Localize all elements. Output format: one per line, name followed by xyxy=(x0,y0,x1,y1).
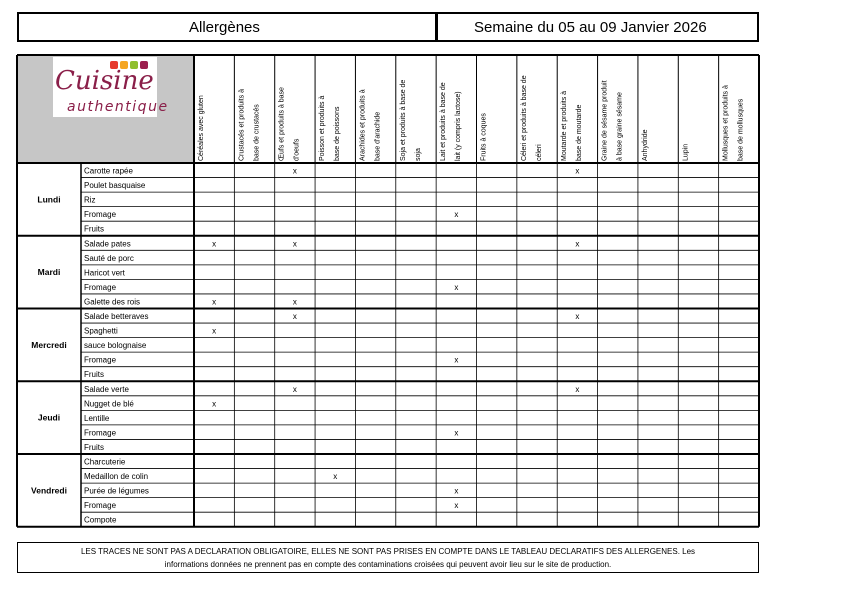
allergen-mark: x xyxy=(212,239,217,249)
allergen-header-5: Arachides et produits à xyxy=(359,89,367,161)
dish-name: Carotte rapée xyxy=(84,166,133,176)
dish-name: Galette des rois xyxy=(84,297,141,307)
allergen-mark: x xyxy=(292,312,297,321)
dish-name: Fromage xyxy=(84,428,117,438)
dish-name: Nugget de blé xyxy=(84,399,134,409)
page-title: Allergènes xyxy=(189,18,260,36)
allergen-header-4-line2: base de poissons xyxy=(334,106,342,161)
allergen-header-1: Céréales avec gluten xyxy=(198,95,205,161)
dish-name: Salade betteraves xyxy=(84,312,149,321)
day-label-jeudi: Jeudi xyxy=(37,412,61,423)
allergen-mark: x xyxy=(454,486,459,496)
footer-line-1: LES TRACES NE SONT PAS A DECLARATION OBLIGATOIRE, ELLES NE SONT PAS PRISES EN COMPTE DANS LE TABLEAU DECLARATIFS DES ALLERGENES. Les xyxy=(80,547,696,556)
allergen-header-7: Lait et produits à base de xyxy=(440,82,448,161)
dish-name: Fruits xyxy=(84,370,104,380)
allergen-header-14: Mollusques et produits à xyxy=(722,85,730,161)
dish-name: Poulet basquaise xyxy=(84,181,146,191)
day-label-mercredi: Mercredi xyxy=(31,339,67,350)
footer-note xyxy=(17,542,759,573)
footer-line-2: informations données ne prennent pas en compte des contaminations croisées qui peuvent avoir lieu sur le site de production. xyxy=(164,560,612,569)
day-label-lundi: Lundi xyxy=(37,194,61,205)
allergen-mark: x xyxy=(575,312,580,321)
allergen-header-14-line2: base de mollusques xyxy=(737,98,745,161)
dish-name: Charcuterie xyxy=(84,457,126,467)
dish-name: Riz xyxy=(84,195,96,205)
allergen-header-2-line2: base de crustacés xyxy=(253,104,261,161)
allergen-header-3: Œufs et produits à base xyxy=(278,87,286,161)
allergen-mark: x xyxy=(212,399,217,409)
allergen-mark: x xyxy=(292,297,297,307)
allergen-header-11-line2: à base graine sésame xyxy=(616,92,624,161)
week-label: Semaine du 05 au 09 Janvier 2026 xyxy=(474,18,707,36)
allergen-header-4: Poisson et produits à xyxy=(319,95,327,161)
dish-name: Compote xyxy=(84,515,117,525)
allergen-header-5-line2: base d'arachide xyxy=(374,111,382,161)
dish-name: Fruits xyxy=(84,224,104,234)
dish-name: Purée de légumes xyxy=(84,486,149,496)
allergen-mark: x xyxy=(292,166,297,176)
dish-name: Haricot vert xyxy=(84,268,125,278)
allergen-header-9-line2: céleri xyxy=(535,144,543,161)
dish-name: Fruits xyxy=(84,442,104,452)
allergen-header-7-line2: lait (y compris lactose) xyxy=(455,91,463,161)
dish-name: Fromage xyxy=(84,210,117,220)
allergen-header-3-line2: d'oeufs xyxy=(293,138,301,161)
allergen-mark: x xyxy=(454,355,459,365)
allergen-mark: x xyxy=(292,239,297,249)
dish-name: Fromage xyxy=(84,282,117,292)
dish-name: Fromage xyxy=(84,355,117,365)
allergen-mark: x xyxy=(454,428,459,438)
allergen-header-11: Graine de sésame produit xyxy=(601,80,609,161)
dish-name: Medaillon de colin xyxy=(84,472,149,482)
dish-name: Salade pates xyxy=(84,239,131,249)
allergen-mark: x xyxy=(292,384,297,394)
allergen-mark: x xyxy=(575,384,580,394)
allergen-mark: x xyxy=(454,282,459,292)
dish-name: Sauté de porc xyxy=(84,253,134,263)
dish-name: Lentille xyxy=(84,413,110,423)
allergen-mark: x xyxy=(333,472,338,482)
allergen-mark: x xyxy=(575,239,580,249)
day-label-vendredi: Vendredi xyxy=(31,485,67,496)
allergen-mark: x xyxy=(575,166,580,176)
allergen-header-6: Soja et produits à base de xyxy=(399,79,407,161)
allergen-mark: x xyxy=(212,297,217,307)
logo-line-2: authentique xyxy=(67,99,169,115)
dish-name: Spaghetti xyxy=(84,326,118,336)
logo-line-1: Cuisine xyxy=(55,66,154,96)
allergen-header-9: Céleri et produits à base de xyxy=(520,75,528,161)
allergen-mark: x xyxy=(454,501,459,511)
allergen-header-12: Anhydride xyxy=(641,129,649,161)
allergen-header-2: Crustacés et produits à xyxy=(238,89,246,161)
allergen-header-8: Fruits à coques xyxy=(480,113,488,161)
allergen-header-6-line2: soja xyxy=(414,148,422,161)
allergen-mark: x xyxy=(212,326,217,336)
dish-name: Fromage xyxy=(84,501,117,511)
dish-name: sauce bolognaise xyxy=(84,341,147,351)
allergen-header-13: Lupin xyxy=(682,143,690,161)
allergen-header-10-line2: base de moutarde xyxy=(576,104,584,161)
allergen-mark: x xyxy=(454,210,459,220)
day-label-mardi: Mardi xyxy=(37,267,61,278)
dish-name: Salade verte xyxy=(84,384,129,394)
allergen-header-10: Moutarde et produits à xyxy=(561,90,569,161)
